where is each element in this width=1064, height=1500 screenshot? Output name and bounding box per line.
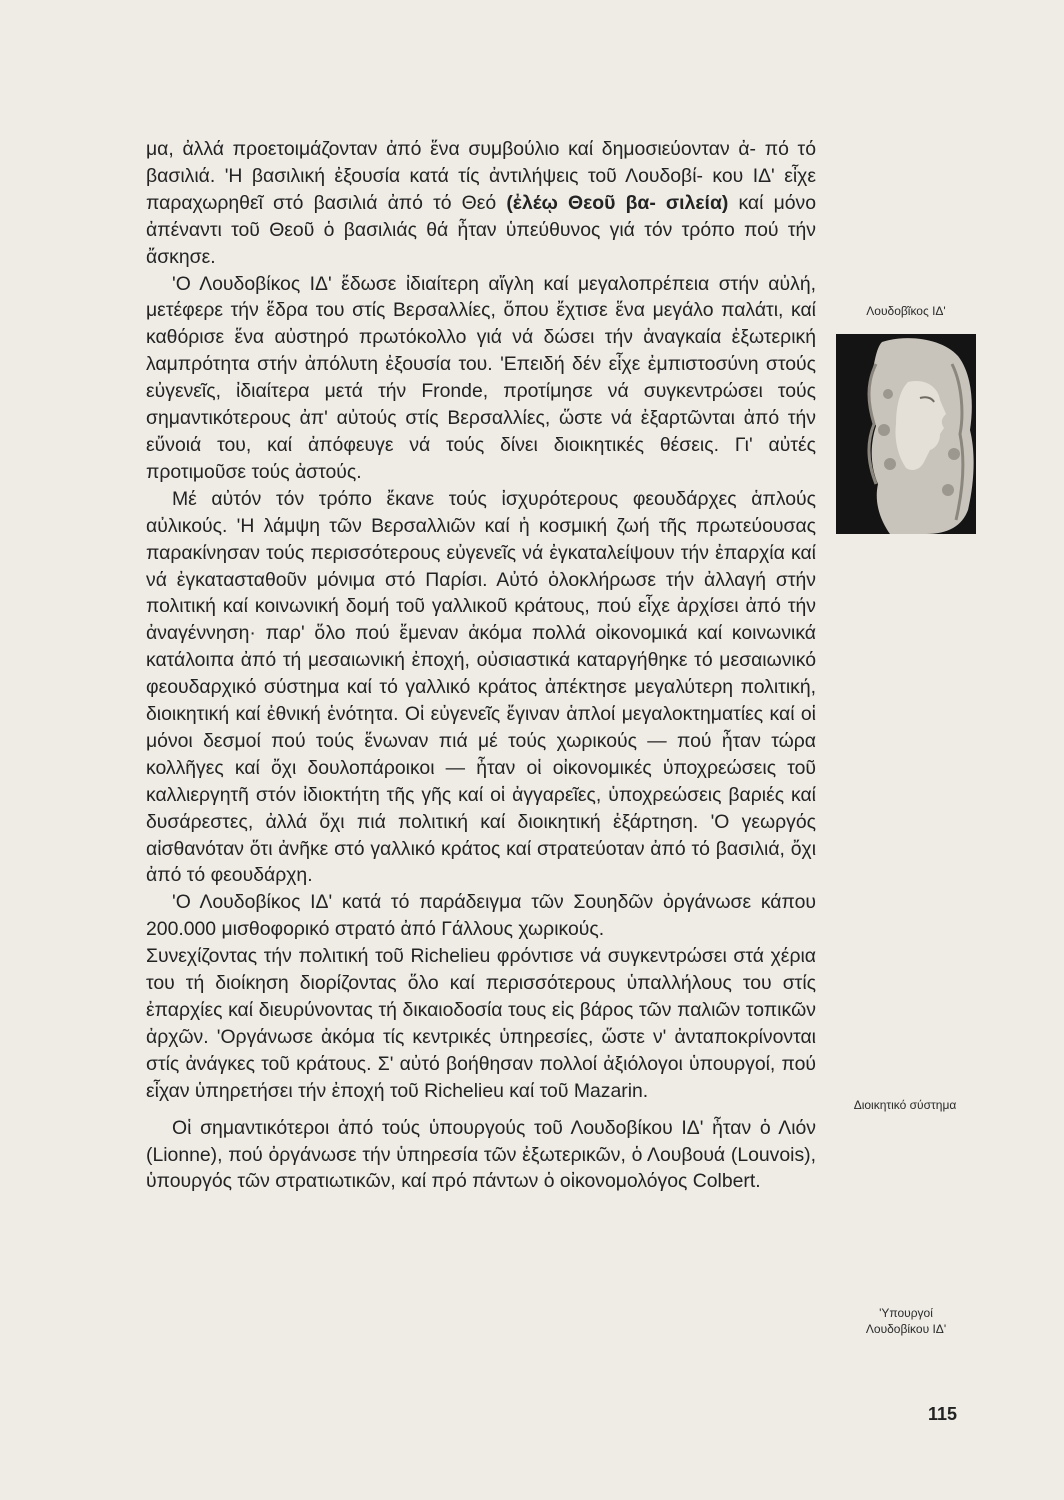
paragraph-2: 'Ο Λουδοβίκος ΙΔ' ἔδωσε ἰδιαίτερη αἴγλη καί μεγαλοπρέπεια στήν αὐλή, μετέφερε τήν ἕδρα του στίς Βερσαλλίες, ὅπου ἔχτισε ἕνα μεγάλο παλάτι, καί καθόρισε ἕνα αὐστηρό πρωτόκολλο γιά νά δώσει τήν ἀναγκαία ἐξωτερική λαμπρότητα στήν ἀπόλυτη ἐξουσία του. 'Επειδή δέν εἶχε ἐμπιστοσύνη στούς εὐγενεῖς, ἰδιαίτερα μετά τήν Fronde, προτίμησε νά συγκεντρώσει τούς σημαντικότερους ἀπ' αὐτούς στίς Βερσαλλίες, ὥστε νά ἐξαρτῶνται ἀπό τήν εὔνοιά του, καί ἀπόφευγε νά τούς δίνει διοικητικές θέσεις. Γι' αὐτές προτιμοῦσε τούς ἀστούς. [146,272,816,483]
ministers-line1: 'Υπουργοί [879,1306,933,1320]
paragraph-3: Μέ αὐτόν τόν τρόπο ἔκανε τούς ἰσχυρότερους φεουδάρχες ἁπλούς αὐλικούς. 'Η λάμψη τῶν Βερσαλλιῶν καί ἡ κοσμική ζωή τῆς πρωτεύουσας παρακίνησαν τούς περισσότερους εὐγενεῖς νά ἐγκαταλείψουν τήν ἐπαρχία καί νά ἐγκατασταθοῦν μόνιμα στό Παρίσι. Αὐτό ὁλοκλήρωσε τήν ἀλλαγή στήν πολιτική καί κοινωνική δομή τοῦ γαλλικοῦ κράτους, πού εἶχε ἀρχίσει ἀπό τήν ἀναγέννηση· παρ' ὅλο πού ἔμεναν ἀκόμα πολλά οἰκονομικά καί κοινωνικά κατάλοιπα ἀπό τή μεσαιωνική ἐποχή, οὐσιαστικά καταργήθηκε τό μεσαιωνικό φεουδαρχικό σύστημα καί τό γαλλικό κράτος ἀπέκτησε μεγαλύτερη πολιτική, διοικητική καί ἐθνική ἑνότητα. Οἱ εὐγενεῖς ἔγιναν ἁπλοί μεγαλοκτηματίες καί οἱ μόνοι δεσμοί πού τούς ἕνωναν πιά μέ τούς χωρικούς — πού ἦταν τώρα κολλῆγες καί ὄχι δουλοπάροικοι — ἦταν οἱ οἰκονομικές ὑποχρεώσεις τοῦ καλλιεργητῆ στόν ἰδιοκτήτη τῆς γῆς καί οἱ ἀγγαρεῖες, ὑποχρεώσεις βαριές καί δυσάρεστες, ἀλλά ὄχι πιά πολιτική καί διοικητική ἐξάρτηση. 'Ο γεωργός αἰσθανόταν ὅτι ἀνῆκε στό γαλλικό κράτος καί στρατεύοταν ἀπό τό βασιλιά, ὄχι ἀπό τό φεουδάρχη. [146,487,816,887]
paragraph-6: Οἱ σημαντικότεροι ἀπό τούς ὑπουργούς τοῦ Λουδοβίκου ΙΔ' ἦταν ὁ Λιόν (Lionne), πού ὀργάνωσε τήν ὑπηρεσία τῶν ἐξωτερικῶν, ὁ Λουβουά (Louvois), ὑπουργός τῶν στρατιωτικῶν, καί πρό πάντων ὁ οἰκονομολόγος Colbert. [146,1116,816,1193]
margin-note-ministers [836,1305,976,1337]
p1-line2: πό τό βασιλιά. 'Η βασιλική ἐξουσία κατά τίς ἀντιλήψεις τοῦ Λουδοβί- [146,138,817,187]
louis-xiv-portrait [836,334,976,534]
portrait-illustration [836,334,976,534]
p1-after: καί μόνο ἀπέναντι τοῦ Θεοῦ ὁ βασιλιάς θά ἦταν ὑπεύθυνος [146,191,817,241]
p1-last: γιά τόν τρόπο πού τήν ἄσκησε. [146,218,816,268]
main-text-column [146,136,816,1195]
p1-line1: μα, ἀλλά προετοιμάζονταν ἀπό ἕνα συμβούλιο καί δημοσιεύονταν ἀ- [146,138,756,160]
p1-bold-phrase: (ἐλέῳ Θεοῦ βα- [506,191,656,214]
margin-note-administration: Διοικητικό σύστημα [853,1098,957,1112]
page-number: 115 [928,1404,958,1424]
paragraph-5: Συνεχίζοντας τήν πολιτική τοῦ Richelieu φρόντισε νά συγκεντρώσει στά χέρια του τή διοίκηση διορίζοντας ὅλο καί περισσότερους ὑπαλλήλους του στίς ἐπαρχίες καί διευρύνοντας τή δικαιοδοσία τους εἰς βάρος τῶν παλιῶν τοπικῶν ἀρχῶν. 'Οργάνωσε ἀκόμα τίς κεντρικές ὑπηρεσίες, ὥστε ν' ἀνταποκρίνονται στίς ἀνάγκες τοῦ κράτους. Σ' αὐτό βοήθησαν πολλοί ἀξιόλογοι ὑπουργοί, πού εἶχαν ὑπηρετήσει τήν ἐποχή τοῦ Richelieu καί τοῦ Mazarin. [146,945,816,1102]
p1-line3: κου ΙΔ' εἶχε παραχωρηθεῖ στό βασιλιά ἀπό τό Θεό [146,164,816,214]
p1-bold-phrase-2: σιλεία) [665,191,729,214]
ministers-line2: Λουδοβίκου ΙΔ' [865,1322,947,1336]
paragraph-1 [146,136,816,271]
paragraph-4: 'Ο Λουδοβίκος ΙΔ' κατά τό παράδειγμα τῶν Σουηδῶν ὀργάνωσε κάπου 200.000 μισθοφορικό στρατό ἀπό Γάλλους χωρικούς. [146,891,816,941]
portrait-caption: Λουδοβῖκος ΙΔ' [866,304,946,318]
